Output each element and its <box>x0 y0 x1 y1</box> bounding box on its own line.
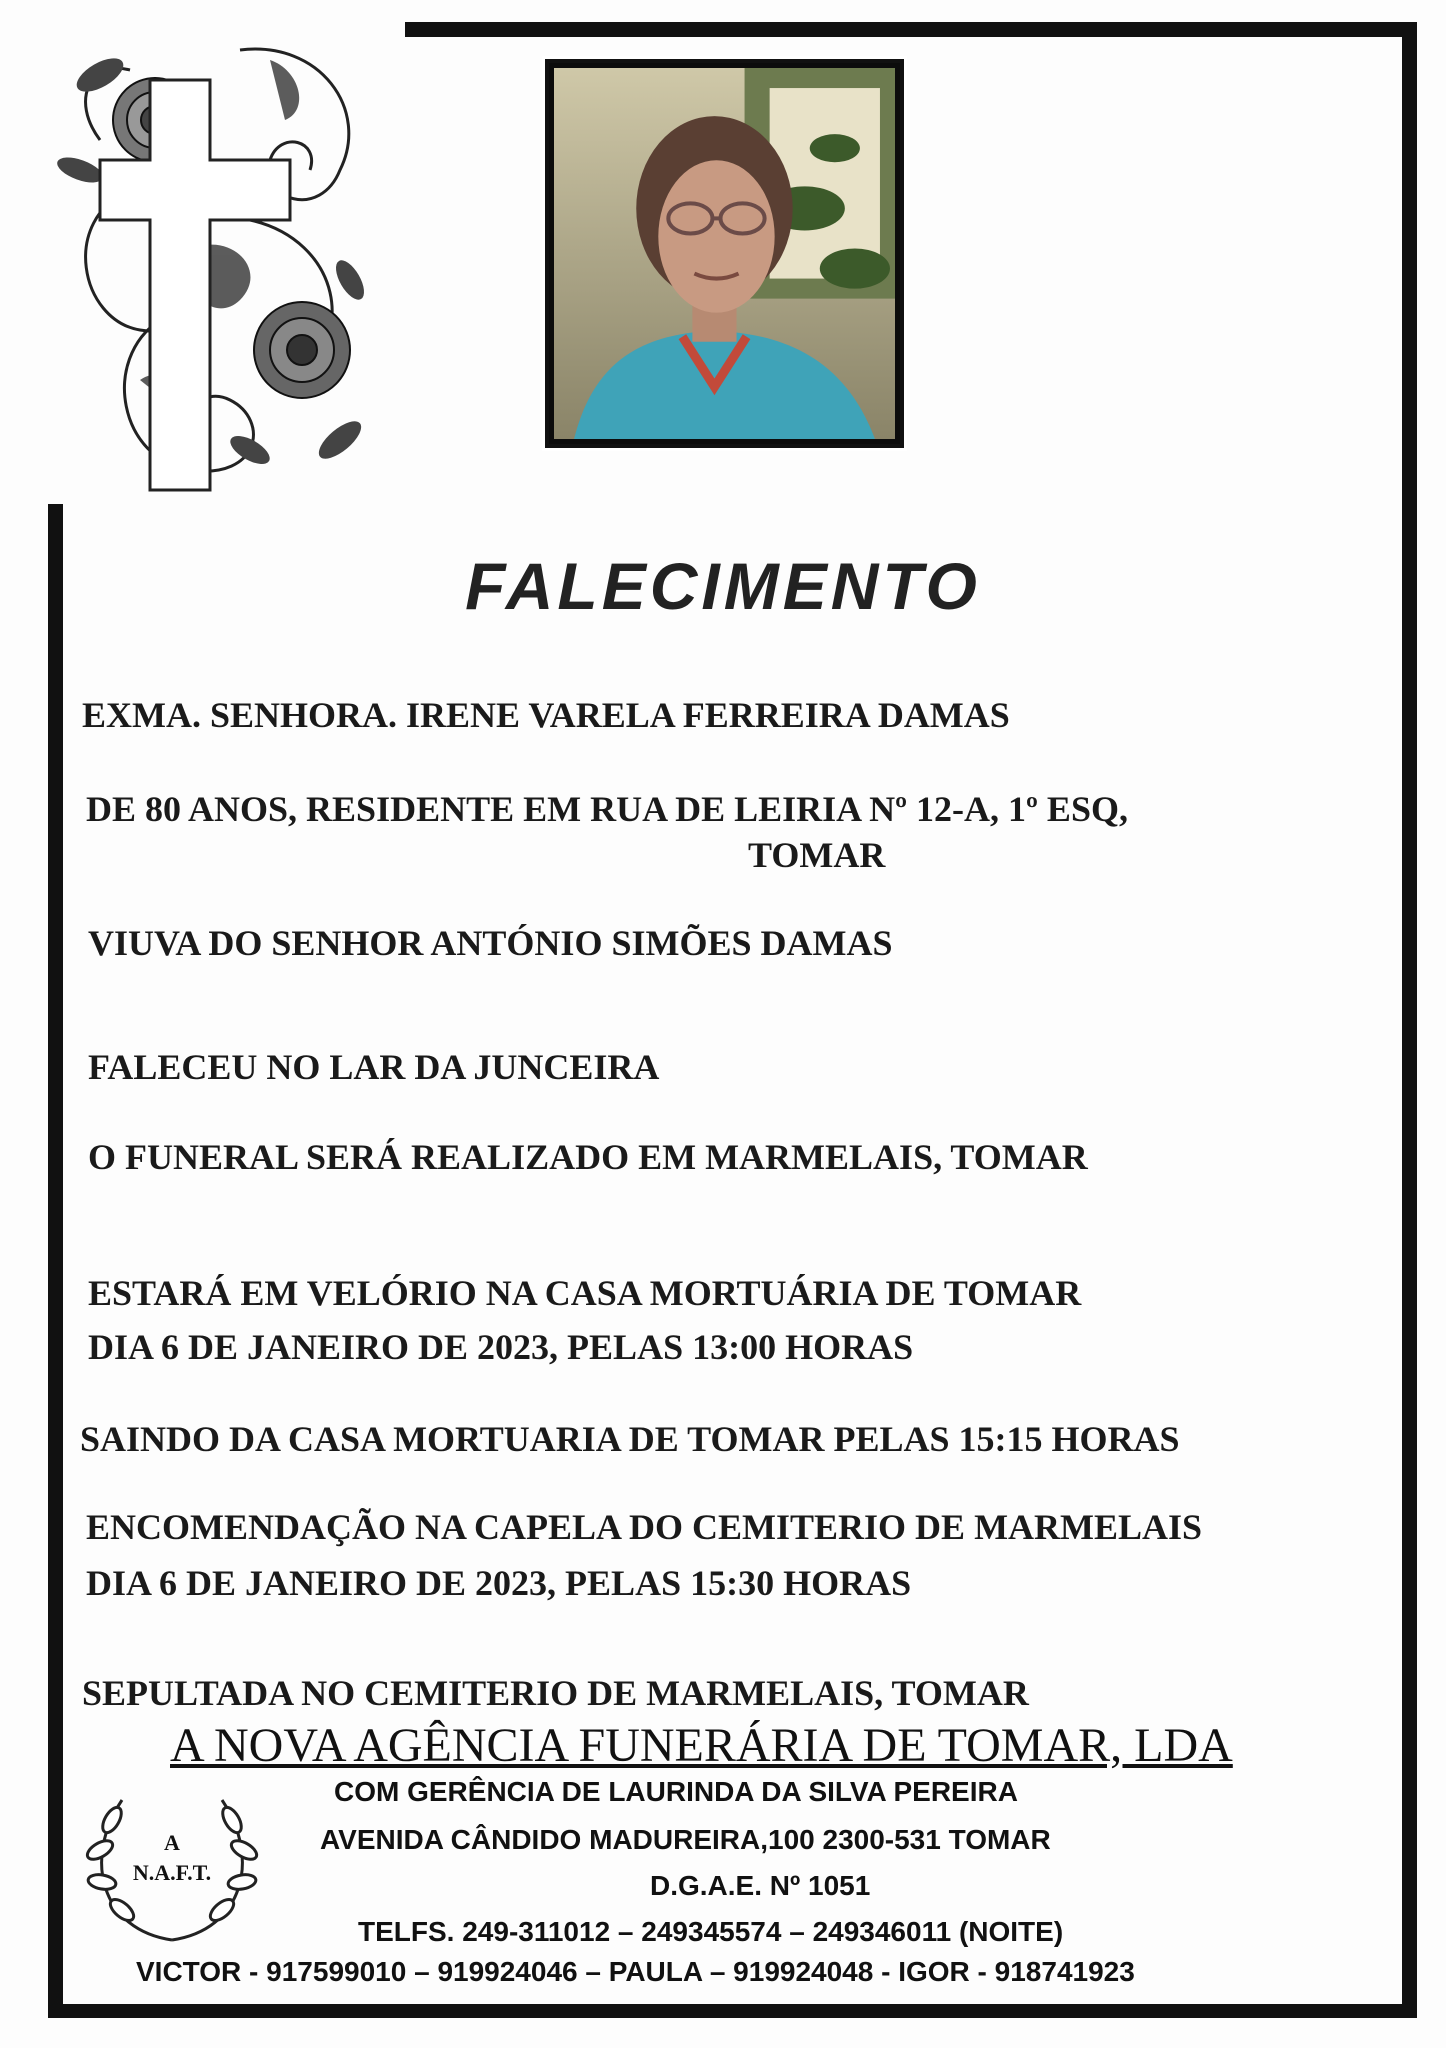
agency-address: AVENIDA CÂNDIDO MADUREIRA,100 2300-531 TOMAR <box>320 1824 1051 1855</box>
agency-logo <box>72 1780 272 1950</box>
ceremony-location-line: ENCOMENDAÇÃO NA CAPELA DO CEMITERIO DE MARMELAIS <box>86 1507 1203 1547</box>
wake-date-line: DIA 6 DE JANEIRO DE 2023, PELAS 13:00 HORAS <box>88 1327 914 1367</box>
ceremony-date-line: DIA 6 DE JANEIRO DE 2023, PELAS 15:30 HORAS <box>86 1563 912 1603</box>
residence-city-line: TOMAR <box>748 835 886 875</box>
frame-top-bar <box>405 22 1417 37</box>
portrait-photo <box>542 56 907 451</box>
page-title: FALECIMENTO <box>465 549 981 623</box>
wake-location-line: ESTARÁ EM VELÓRIO NA CASA MORTUÁRIA DE TOMAR <box>88 1273 1082 1313</box>
cross-with-roses-icon <box>40 20 375 500</box>
burial-line: SEPULTADA NO CEMITERIO DE MARMELAIS, TOMAR <box>82 1673 1029 1713</box>
age-residence-line: DE 80 ANOS, RESIDENTE EM RUA DE LEIRIA Nº 12-A, 1º ESQ, <box>86 789 1128 829</box>
agency-phones: TELFS. 249-311012 – 249345574 – 249346011 (NOITE) <box>358 1916 1064 1947</box>
departure-line: SAINDO DA CASA MORTUARIA DE TOMAR PELAS 15:15 HORAS <box>80 1419 1180 1459</box>
deceased-name-line: EXMA. SENHORA. IRENE VARELA FERREIRA DAMAS <box>82 695 1010 735</box>
agency-name: A NOVA AGÊNCIA FUNERÁRIA DE TOMAR, LDA <box>170 1719 1233 1772</box>
frame-bottom-bar <box>48 2004 1417 2018</box>
frame-left-bar <box>48 504 63 2018</box>
agency-manager: COM GERÊNCIA DE LAURINDA DA SILVA PEREIRA <box>334 1776 1018 1807</box>
frame-right-bar <box>1402 22 1417 2018</box>
death-place-line: FALECEU NO LAR DA JUNCEIRA <box>88 1047 660 1087</box>
logo-initials: N.A.F.T. <box>132 1860 212 1885</box>
funeral-location-line: O FUNERAL SERÁ REALIZADO EM MARMELAIS, TOMAR <box>88 1137 1088 1177</box>
agency-license: D.G.A.E. Nº 1051 <box>650 1870 871 1901</box>
agency-contacts: VICTOR - 917599010 – 919924046 – PAULA – 919924048 - IGOR - 918741923 <box>136 1956 1135 1987</box>
widow-line: VIUVA DO SENHOR ANTÓNIO SIMÕES DAMAS <box>88 923 893 963</box>
logo-letter: A <box>164 1830 180 1855</box>
